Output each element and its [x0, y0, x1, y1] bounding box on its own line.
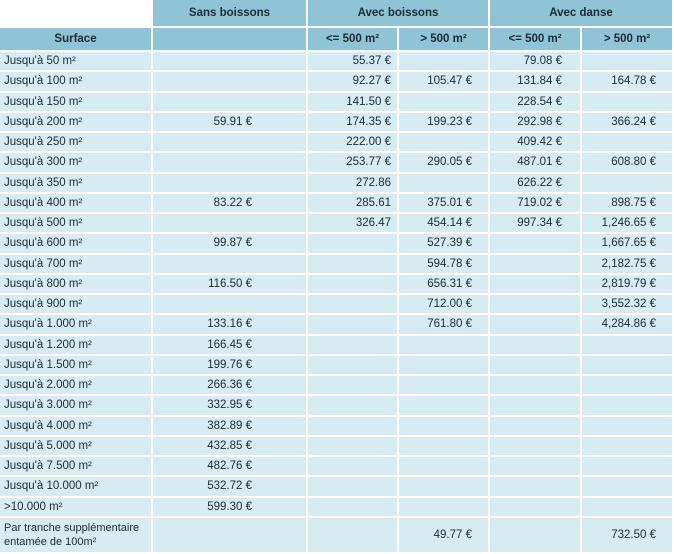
- row-sans-boissons-value: 332.95 €: [153, 396, 308, 416]
- table-row: [0, 396, 674, 416]
- header-row-sub: [0, 28, 674, 52]
- row-avec-danse-le-500-value: 997.34 €: [490, 214, 582, 234]
- row-avec-danse-gt-500-value: 608.80 €: [582, 153, 674, 173]
- row-avec-danse-le-500-value: [490, 376, 582, 396]
- row-avec-boissons-gt-500-value: 656.31 €: [399, 275, 490, 295]
- row-avec-boissons-le-500-value: [308, 275, 399, 295]
- row-avec-boissons-le-500-value: [308, 417, 399, 437]
- row-sans-boissons-value: 99.87 €: [153, 234, 308, 254]
- row-surface-label: Jusqu'à 1.000 m²: [0, 315, 153, 335]
- row-surface-label: Jusqu'à 3.000 m²: [0, 396, 153, 416]
- row-avec-danse-le-500-value: [490, 255, 582, 275]
- row-avec-boissons-le-500-value: [308, 437, 399, 457]
- row-avec-boissons-gt-500-value: [399, 376, 490, 396]
- row-avec-boissons-le-500-value: 222.00 €: [308, 133, 399, 153]
- header-surface: Surface: [0, 28, 153, 52]
- table-row: [0, 52, 674, 72]
- table-row: [0, 356, 674, 376]
- table-row: [0, 275, 674, 295]
- row-avec-boissons-gt-500-value: 375.01 €: [399, 194, 490, 214]
- row-avec-boissons-gt-500-value: [399, 477, 490, 497]
- row-sans-boissons-value: [153, 93, 308, 113]
- table-row: [0, 518, 674, 554]
- row-avec-danse-le-500-value: 626.22 €: [490, 174, 582, 194]
- row-avec-danse-le-500-value: 409.42 €: [490, 133, 582, 153]
- row-avec-boissons-le-500-value: [308, 315, 399, 335]
- table-row: [0, 336, 674, 356]
- row-avec-danse-gt-500-value: [582, 437, 674, 457]
- row-sans-boissons-value: [153, 295, 308, 315]
- row-avec-danse-le-500-value: [490, 336, 582, 356]
- row-surface-label: Jusqu'à 1.200 m²: [0, 336, 153, 356]
- row-sans-boissons-value: 266.36 €: [153, 376, 308, 396]
- table-row: [0, 376, 674, 396]
- row-surface-label: Jusqu'à 1.500 m²: [0, 356, 153, 376]
- row-avec-danse-le-500-value: [490, 356, 582, 376]
- header-sans-sub: [153, 28, 308, 52]
- row-avec-danse-le-500-value: [490, 417, 582, 437]
- row-avec-danse-gt-500-value: [582, 396, 674, 416]
- row-avec-danse-gt-500-value: [582, 336, 674, 356]
- row-sans-boissons-value: [153, 133, 308, 153]
- row-avec-boissons-gt-500-value: 594.78 €: [399, 255, 490, 275]
- row-sans-boissons-value: [153, 255, 308, 275]
- row-sans-boissons-value: [153, 153, 308, 173]
- row-avec-boissons-le-500-value: 174.35 €: [308, 113, 399, 133]
- row-avec-boissons-le-500-value: [308, 356, 399, 376]
- table-row: [0, 72, 674, 92]
- table-row: [0, 174, 674, 194]
- row-surface-label: Jusqu'à 300 m²: [0, 153, 153, 173]
- row-avec-danse-le-500-value: 719.02 €: [490, 194, 582, 214]
- row-avec-danse-le-500-value: [490, 457, 582, 477]
- row-avec-boissons-gt-500-value: [399, 52, 490, 72]
- row-avec-danse-gt-500-value: [582, 417, 674, 437]
- row-avec-danse-gt-500-value: [582, 133, 674, 153]
- row-avec-danse-le-500-value: [490, 295, 582, 315]
- row-avec-danse-gt-500-value: 366.24 €: [582, 113, 674, 133]
- row-avec-danse-le-500-value: 487.01 €: [490, 153, 582, 173]
- row-surface-label: Jusqu'à 4.000 m²: [0, 417, 153, 437]
- row-avec-boissons-gt-500-value: 49.77 €: [399, 518, 490, 554]
- row-avec-boissons-le-500-value: [308, 457, 399, 477]
- header-avec-danse: Avec danse: [490, 0, 674, 28]
- table-row: [0, 417, 674, 437]
- table-row: [0, 153, 674, 173]
- table-row: [0, 93, 674, 113]
- row-avec-danse-gt-500-value: [582, 457, 674, 477]
- row-avec-boissons-le-500-value: [308, 234, 399, 254]
- row-surface-label: Jusqu'à 250 m²: [0, 133, 153, 153]
- row-avec-boissons-gt-500-value: [399, 93, 490, 113]
- row-surface-label: Par tranche supplémentaire entamée de 100m²: [0, 518, 153, 554]
- row-avec-danse-gt-500-value: 4,284.86 €: [582, 315, 674, 335]
- row-sans-boissons-value: 599.30 €: [153, 498, 308, 518]
- row-avec-danse-gt-500-value: [582, 376, 674, 396]
- table-row: [0, 315, 674, 335]
- row-avec-boissons-gt-500-value: 527.39 €: [399, 234, 490, 254]
- row-sans-boissons-value: [153, 214, 308, 234]
- row-avec-danse-gt-500-value: 1,246.65 €: [582, 214, 674, 234]
- header-sans-boissons: Sans boissons: [153, 0, 308, 28]
- row-surface-label: Jusqu'à 600 m²: [0, 234, 153, 254]
- table-row: [0, 214, 674, 234]
- row-avec-danse-le-500-value: 228.54 €: [490, 93, 582, 113]
- header-ab-le-500: <= 500 m²: [308, 28, 399, 52]
- table-row: [0, 295, 674, 315]
- header-row-groups: [0, 0, 674, 28]
- row-avec-danse-gt-500-value: 732.50 €: [582, 518, 674, 554]
- row-avec-danse-gt-500-value: 1,667.65 €: [582, 234, 674, 254]
- row-avec-boissons-gt-500-value: [399, 457, 490, 477]
- row-avec-boissons-gt-500-value: [399, 417, 490, 437]
- row-avec-boissons-gt-500-value: [399, 437, 490, 457]
- row-avec-boissons-le-500-value: [308, 498, 399, 518]
- row-avec-boissons-gt-500-value: 105.47 €: [399, 72, 490, 92]
- row-avec-boissons-le-500-value: [308, 477, 399, 497]
- row-avec-danse-le-500-value: [490, 275, 582, 295]
- row-sans-boissons-value: 116.50 €: [153, 275, 308, 295]
- row-avec-boissons-gt-500-value: 712.00 €: [399, 295, 490, 315]
- row-avec-boissons-gt-500-value: 290.05 €: [399, 153, 490, 173]
- table-row: [0, 133, 674, 153]
- row-avec-boissons-le-500-value: 55.37 €: [308, 52, 399, 72]
- row-avec-danse-gt-500-value: [582, 52, 674, 72]
- row-avec-boissons-le-500-value: 285.61: [308, 194, 399, 214]
- row-surface-label: Jusqu'à 400 m²: [0, 194, 153, 214]
- row-avec-boissons-gt-500-value: 199.23 €: [399, 113, 490, 133]
- row-avec-danse-le-500-value: 292.98 €: [490, 113, 582, 133]
- row-surface-label: Jusqu'à 500 m²: [0, 214, 153, 234]
- row-avec-boissons-le-500-value: [308, 518, 399, 554]
- row-avec-boissons-le-500-value: [308, 396, 399, 416]
- row-avec-danse-gt-500-value: 2,819.79 €: [582, 275, 674, 295]
- row-sans-boissons-value: 199.76 €: [153, 356, 308, 376]
- row-surface-label: Jusqu'à 350 m²: [0, 174, 153, 194]
- row-avec-danse-le-500-value: [490, 234, 582, 254]
- row-avec-danse-le-500-value: [490, 477, 582, 497]
- row-sans-boissons-value: [153, 52, 308, 72]
- table-row: [0, 234, 674, 254]
- row-avec-danse-le-500-value: 79.08 €: [490, 52, 582, 72]
- row-avec-boissons-le-500-value: 92.27 €: [308, 72, 399, 92]
- row-avec-boissons-le-500-value: 141.50 €: [308, 93, 399, 113]
- row-sans-boissons-value: 532.72 €: [153, 477, 308, 497]
- row-surface-label: Jusqu'à 50 m²: [0, 52, 153, 72]
- row-sans-boissons-value: [153, 174, 308, 194]
- row-avec-boissons-le-500-value: 326.47: [308, 214, 399, 234]
- row-sans-boissons-value: 83.22 €: [153, 194, 308, 214]
- row-avec-boissons-gt-500-value: [399, 133, 490, 153]
- row-avec-boissons-gt-500-value: [399, 498, 490, 518]
- header-ad-gt-500: > 500 m²: [582, 28, 674, 52]
- table-row: [0, 113, 674, 133]
- row-sans-boissons-value: 166.45 €: [153, 336, 308, 356]
- corner-blank: [0, 0, 153, 28]
- row-surface-label: Jusqu'à 700 m²: [0, 255, 153, 275]
- row-surface-label: Jusqu'à 800 m²: [0, 275, 153, 295]
- table-row: [0, 194, 674, 214]
- row-avec-boissons-le-500-value: 272.86: [308, 174, 399, 194]
- row-avec-boissons-le-500-value: [308, 376, 399, 396]
- row-avec-danse-le-500-value: 131.84 €: [490, 72, 582, 92]
- row-avec-boissons-gt-500-value: [399, 396, 490, 416]
- row-surface-label: Jusqu'à 2.000 m²: [0, 376, 153, 396]
- row-avec-danse-le-500-value: [490, 498, 582, 518]
- row-avec-boissons-le-500-value: 253.77 €: [308, 153, 399, 173]
- row-sans-boissons-value: [153, 518, 308, 554]
- row-sans-boissons-value: [153, 72, 308, 92]
- row-sans-boissons-value: 59.91 €: [153, 113, 308, 133]
- row-avec-danse-gt-500-value: 3,552.32 €: [582, 295, 674, 315]
- row-surface-label: Jusqu'à 900 m²: [0, 295, 153, 315]
- row-avec-boissons-gt-500-value: [399, 174, 490, 194]
- row-avec-danse-le-500-value: [490, 315, 582, 335]
- row-avec-danse-le-500-value: [490, 396, 582, 416]
- table-row: [0, 457, 674, 477]
- row-avec-danse-gt-500-value: [582, 93, 674, 113]
- header-ad-le-500: <= 500 m²: [490, 28, 582, 52]
- row-avec-danse-gt-500-value: 898.75 €: [582, 194, 674, 214]
- row-surface-label: Jusqu'à 7.500 m²: [0, 457, 153, 477]
- row-surface-label: >10.000 m²: [0, 498, 153, 518]
- header-avec-boissons: Avec boissons: [308, 0, 490, 28]
- row-avec-boissons-gt-500-value: 454.14 €: [399, 214, 490, 234]
- row-surface-label: Jusqu'à 200 m²: [0, 113, 153, 133]
- table-row: [0, 437, 674, 457]
- row-avec-danse-gt-500-value: 164.78 €: [582, 72, 674, 92]
- row-avec-danse-gt-500-value: [582, 174, 674, 194]
- row-surface-label: Jusqu'à 10.000 m²: [0, 477, 153, 497]
- row-avec-boissons-gt-500-value: [399, 336, 490, 356]
- row-surface-label: Jusqu'à 150 m²: [0, 93, 153, 113]
- row-surface-label: Jusqu'à 100 m²: [0, 72, 153, 92]
- row-avec-boissons-le-500-value: [308, 336, 399, 356]
- row-avec-danse-le-500-value: [490, 518, 582, 554]
- row-surface-label: Jusqu'à 5.000 m²: [0, 437, 153, 457]
- row-sans-boissons-value: 133.16 €: [153, 315, 308, 335]
- table-row: [0, 498, 674, 518]
- row-avec-danse-gt-500-value: [582, 477, 674, 497]
- row-avec-danse-gt-500-value: [582, 498, 674, 518]
- row-avec-boissons-gt-500-value: [399, 356, 490, 376]
- header-ab-gt-500: > 500 m²: [399, 28, 490, 52]
- row-sans-boissons-value: 482.76 €: [153, 457, 308, 477]
- row-avec-boissons-gt-500-value: 761.80 €: [399, 315, 490, 335]
- table-row: [0, 255, 674, 275]
- row-avec-danse-gt-500-value: 2,182.75 €: [582, 255, 674, 275]
- row-sans-boissons-value: 432.85 €: [153, 437, 308, 457]
- row-avec-danse-gt-500-value: [582, 356, 674, 376]
- row-sans-boissons-value: 382.89 €: [153, 417, 308, 437]
- row-avec-boissons-le-500-value: [308, 295, 399, 315]
- table-row: [0, 477, 674, 497]
- row-avec-boissons-le-500-value: [308, 255, 399, 275]
- row-avec-danse-le-500-value: [490, 437, 582, 457]
